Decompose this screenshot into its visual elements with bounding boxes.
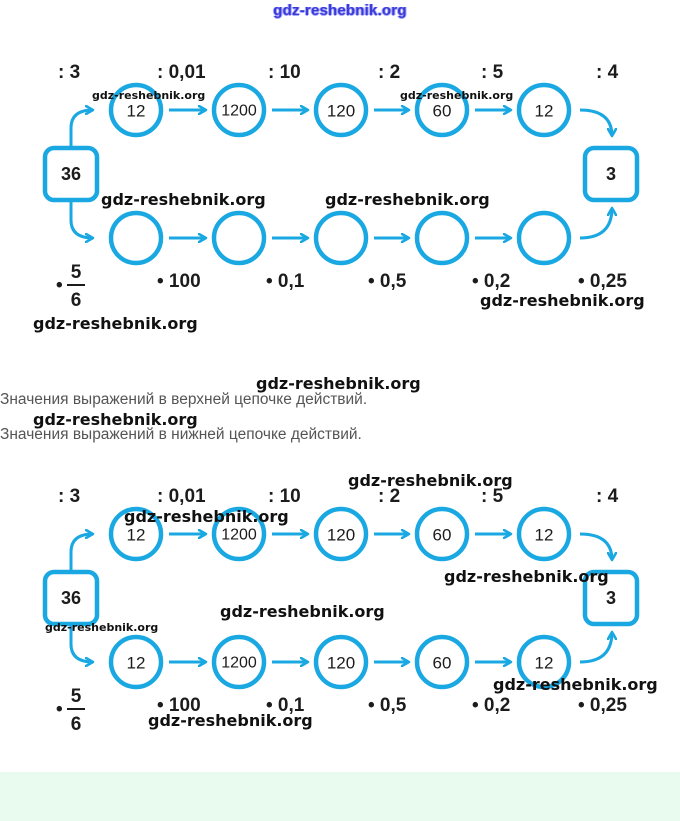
diagram-bottom-arrow-start-top [71,534,93,570]
diagram-bottom-top-value-1: 1200 [221,526,257,544]
footer-band [0,772,680,821]
watermark-9: gdz-reshebnik.org [124,507,289,526]
diagram-top-bottom-op-0: • 100 [157,271,201,292]
diagram-bottom-bottom-op-2: • 0,5 [368,695,407,716]
diagram-bottom-bottom-op-4: • 0,25 [578,695,627,716]
diagram-top-top-op-0: : 3 [58,62,81,83]
diagram-bottom-bottom-op-1: • 0,1 [266,695,305,716]
diagram-top-bottom-circle-0 [111,213,161,263]
diagram-top-arrow-top-end [580,110,612,136]
diagram-top-arrow-start-bottom [71,202,93,238]
watermark-14: gdz-reshebnik.org [148,711,313,730]
diagram-top-top-value-2: 120 [326,101,356,121]
diagram-bottom-arrow-top-end [580,534,612,560]
watermark-7: gdz-reshebnik.org [33,410,198,429]
diagram-top-top-value-3: 60 [432,101,452,121]
diagram-top-bottom-circle-1 [214,213,264,263]
diagram-top-top-op-1: : 0,01 [157,62,206,83]
header-watermark: gdz-reshebnik.org [273,2,407,19]
diagram-bottom-bottom-value-1: 1200 [221,654,257,672]
diagram-top-top-value-0: 12 [126,101,146,121]
diagram-bottom-bottom-value-2: 120 [326,653,356,673]
diagram-top-bottom-op-3: • 0,2 [472,271,511,292]
text-line-bottom-chain: Значения выражений в нижней цепочке действий. [0,426,362,443]
diagram-top-top-op-4: : 5 [481,62,504,83]
diagram-bottom-end-value: 3 [605,588,617,608]
diagram-bottom-fraction-numerator: 5 [70,686,82,707]
diagram-bottom-top-value-4: 12 [534,525,554,545]
watermark-1: gdz-reshebnik.org [400,89,514,102]
diagram-bottom-bottom-value-3: 60 [432,653,452,673]
diagram-bottom-top-op-2: : 10 [268,486,301,507]
diagram-bottom-bottom-value-4: 12 [534,653,554,673]
diagram-bottom-bottom-op-3: • 0,2 [472,695,511,716]
diagram-top-bottom-op-4: • 0,25 [578,271,627,292]
diagram-bottom-fraction-bullet: • [56,699,63,720]
watermark-4: gdz-reshebnik.org [480,291,645,310]
diagram-bottom-top-value-2: 120 [326,525,356,545]
diagram-bottom-top-op-3: : 2 [378,486,401,507]
watermark-8: gdz-reshebnik.org [348,471,513,490]
watermark-6: gdz-reshebnik.org [256,374,421,393]
diagram-bottom-top-op-5: : 4 [596,486,619,507]
diagram-top-arrow-start-top [71,110,93,146]
text-line-top-chain: Значения выражений в верхней цепочке действий. [0,391,368,408]
diagram-bottom-bottom-op-0: • 100 [157,695,201,716]
watermark-2: gdz-reshebnik.org [101,190,266,209]
diagram-top-fraction-denominator: 6 [70,290,82,311]
diagram-bottom-top-op-4: : 5 [481,486,504,507]
diagram-bottom-arrow-bottom-end [580,632,612,662]
diagram-bottom-start-value: 36 [60,588,82,608]
diagram-bottom-top-value-3: 60 [432,525,452,545]
diagram-top-bottom-circle-2 [316,213,366,263]
watermark-0: gdz-reshebnik.org [92,89,206,102]
diagram-top-top-value-1: 1200 [221,102,257,120]
diagram-top-start-value: 36 [60,164,82,184]
diagram-top-arrow-bottom-end [580,208,612,238]
diagram-top-bottom-op-2: • 0,5 [368,271,407,292]
diagram-top-end-value: 3 [605,164,617,184]
diagram-top-top-op-2: : 10 [268,62,301,83]
diagram-top-top-op-5: : 4 [596,62,619,83]
diagram-top-fraction-numerator: 5 [70,262,82,283]
watermark-12: gdz-reshebnik.org [45,621,159,634]
watermark-3: gdz-reshebnik.org [325,190,490,209]
watermark-13: gdz-reshebnik.org [493,675,658,694]
diagram-bottom-top-op-0: : 3 [58,486,81,507]
diagram-top-bottom-circle-3 [417,213,467,263]
diagram-top-top-op-3: : 2 [378,62,401,83]
watermark-5: gdz-reshebnik.org [33,314,198,333]
watermark-10: gdz-reshebnik.org [444,567,609,586]
watermark-11: gdz-reshebnik.org [220,602,385,621]
diagram-top-bottom-circle-4 [519,213,569,263]
diagram-top-fraction-bullet: • [56,275,63,296]
diagram-top-bottom-op-1: • 0,1 [266,271,305,292]
diagram-bottom-top-op-1: : 0,01 [157,486,206,507]
diagram-bottom-bottom-value-0: 12 [126,653,146,673]
diagram-bottom-top-value-0: 12 [126,525,146,545]
diagram-bottom-fraction-denominator: 6 [70,714,82,735]
diagram-top-top-value-4: 12 [534,101,554,121]
